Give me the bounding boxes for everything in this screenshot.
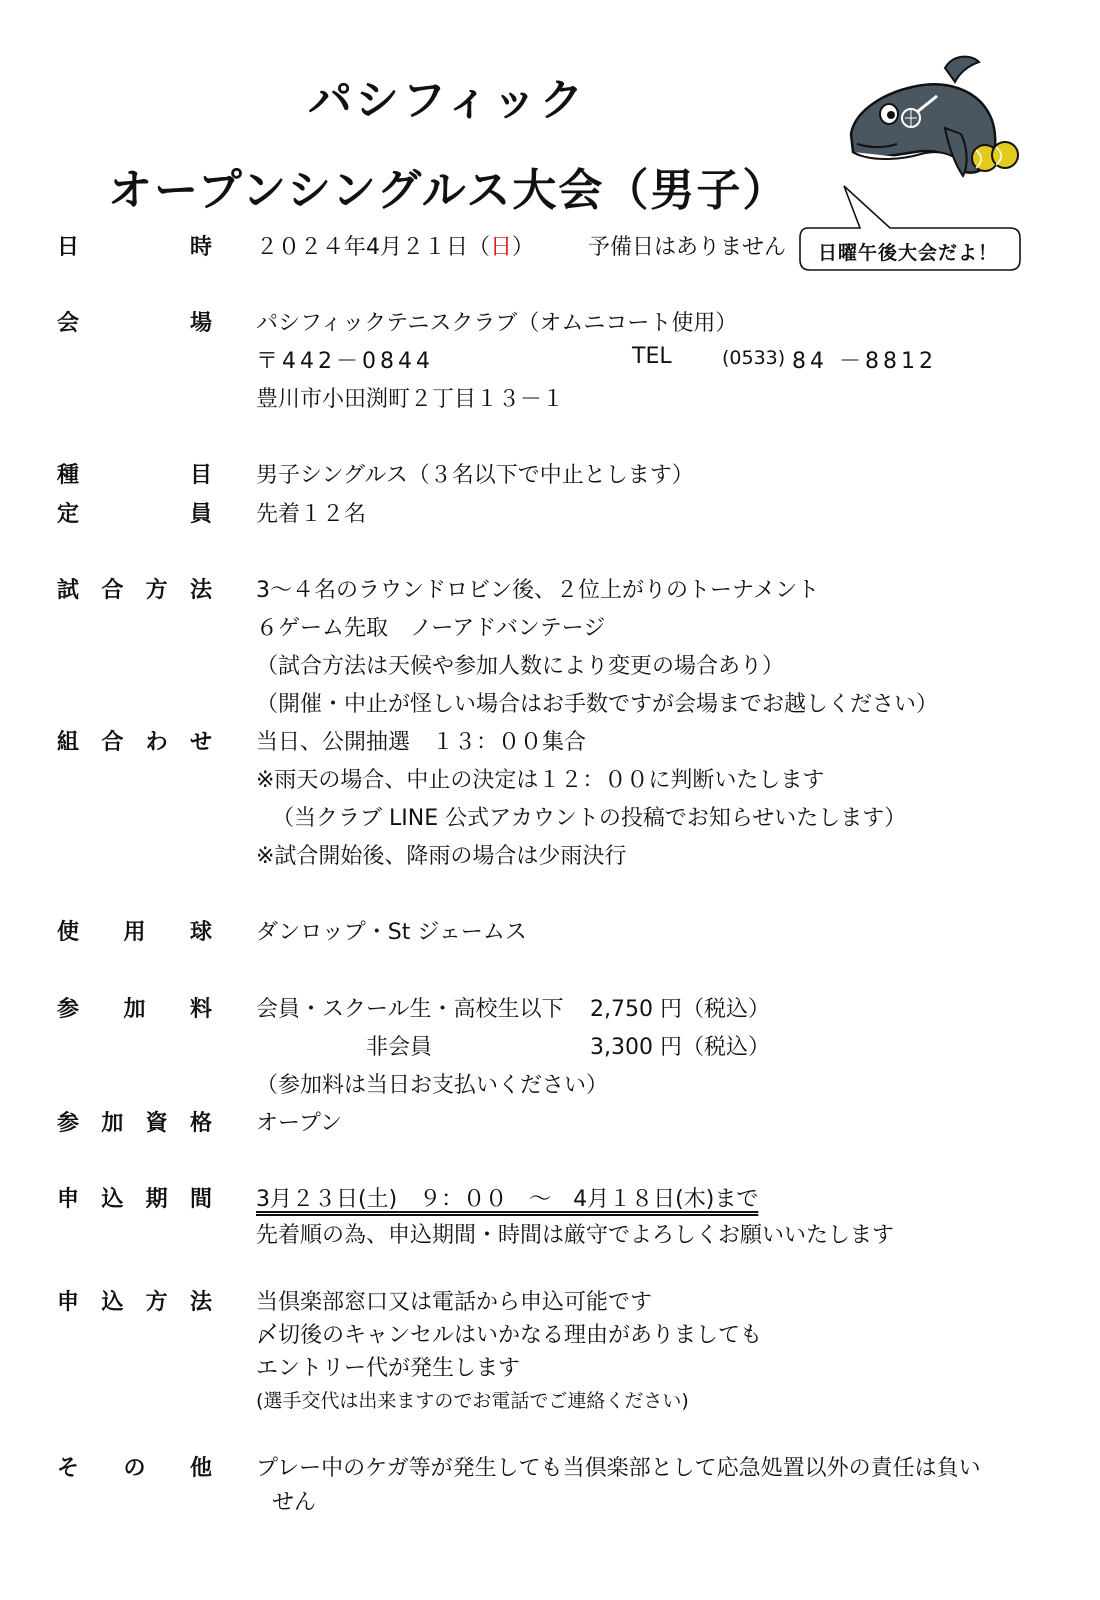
event-value: 男子シングルス（３名以下で中止とします） — [256, 463, 694, 488]
date-label: 日 時 — [57, 235, 212, 260]
capacity-label: 定 員 — [57, 502, 212, 527]
apply-line: エントリー代が発生します — [256, 1356, 521, 1381]
fee-label: 参 加 料 — [57, 997, 212, 1022]
format-line: 3～４名のラウンドロビン後、２位上がりのトーナメント — [256, 578, 820, 603]
venue-postal: 〒442－0844 — [256, 349, 434, 374]
capacity-value: 先着１２名 — [256, 502, 367, 527]
period-label: 申 込 期 間 — [57, 1187, 212, 1212]
draw-line: ※雨天の場合、中止の決定は１２：００に判断いたします — [256, 768, 825, 793]
period-range: 3月２３日(土) ９：００ ～ 4月１８日(木)まで — [256, 1187, 759, 1212]
date-weekday: 日 — [490, 235, 513, 260]
ball-value: ダンロップ・St ジェームス — [256, 920, 527, 945]
other-label: そ の 他 — [57, 1456, 212, 1481]
eligibility-label: 参 加 資 格 — [57, 1111, 212, 1136]
draw-line: 当日、公開抽選 １３：００集合 — [256, 730, 587, 755]
dolphin-mascot-icon — [845, 52, 1025, 187]
ball-label: 使 用 球 — [57, 920, 212, 945]
apply-line: (選手交代は出来ますのでお電話でご連絡ください) — [256, 1390, 689, 1412]
other-line1: プレー中のケガ等が発生しても当倶楽部として応急処置以外の責任は負い — [256, 1456, 981, 1481]
venue-tel-number: 84 －8812 — [792, 349, 937, 374]
draw-line: ※試合開始後、降雨の場合は少雨決行 — [256, 844, 627, 869]
other-line2: せん — [272, 1490, 317, 1515]
date-note: 予備日はありません — [588, 235, 787, 260]
period-note: 先着順の為、申込期間・時間は厳守でよろしくお願いいたします — [256, 1223, 895, 1248]
fee-nonmember-price: 3,300 円（税込） — [590, 1035, 770, 1060]
apply-line: 〆切後のキャンセルはいかなる理由がありましても — [256, 1323, 763, 1348]
fee-nonmember-label: 非会員 — [366, 1035, 433, 1060]
apply-label: 申 込 方 法 — [57, 1290, 212, 1315]
venue-name: パシフィックテニスクラブ（オムニコート使用） — [256, 311, 738, 336]
apply-line: 当倶楽部窓口又は電話から申込可能です — [256, 1290, 653, 1315]
title-line2: オープンシングルス大会（男子） — [108, 165, 789, 216]
date-value: ２０２４年4月２１日（日） — [256, 235, 535, 260]
venue-address: 豊川市小田渕町２丁目１３－１ — [256, 387, 565, 412]
venue-label: 会 場 — [57, 311, 212, 336]
fee-member-label: 会員・スクール生・高校生以下 — [256, 997, 564, 1022]
fee-note: （参加料は当日お支払いください） — [256, 1073, 609, 1098]
fee-member-price: 2,750 円（税込） — [590, 997, 770, 1022]
format-label: 試 合 方 法 — [57, 578, 212, 603]
venue-tel-area: (0533) — [722, 347, 786, 369]
draw-label: 組 合 わ せ — [57, 730, 212, 755]
venue-tel-label: TEL — [632, 344, 672, 369]
format-line: （試合方法は天候や参加人数により変更の場合あり） — [256, 654, 785, 679]
draw-line: （当クラブ LINE 公式アカウントの投稿でお知らせいたします） — [272, 806, 907, 831]
title-line1: パシフィック — [308, 75, 587, 126]
eligibility-value: オープン — [256, 1111, 343, 1136]
format-line: ６ゲーム先取 ノーアドバンテージ — [256, 616, 606, 641]
format-line: （開催・中止が怪しい場合はお手数ですが会場までお越しください） — [256, 692, 939, 717]
event-label: 種 目 — [57, 463, 212, 488]
speech-bubble-text: 日曜午後大会だよ！ — [818, 242, 999, 264]
